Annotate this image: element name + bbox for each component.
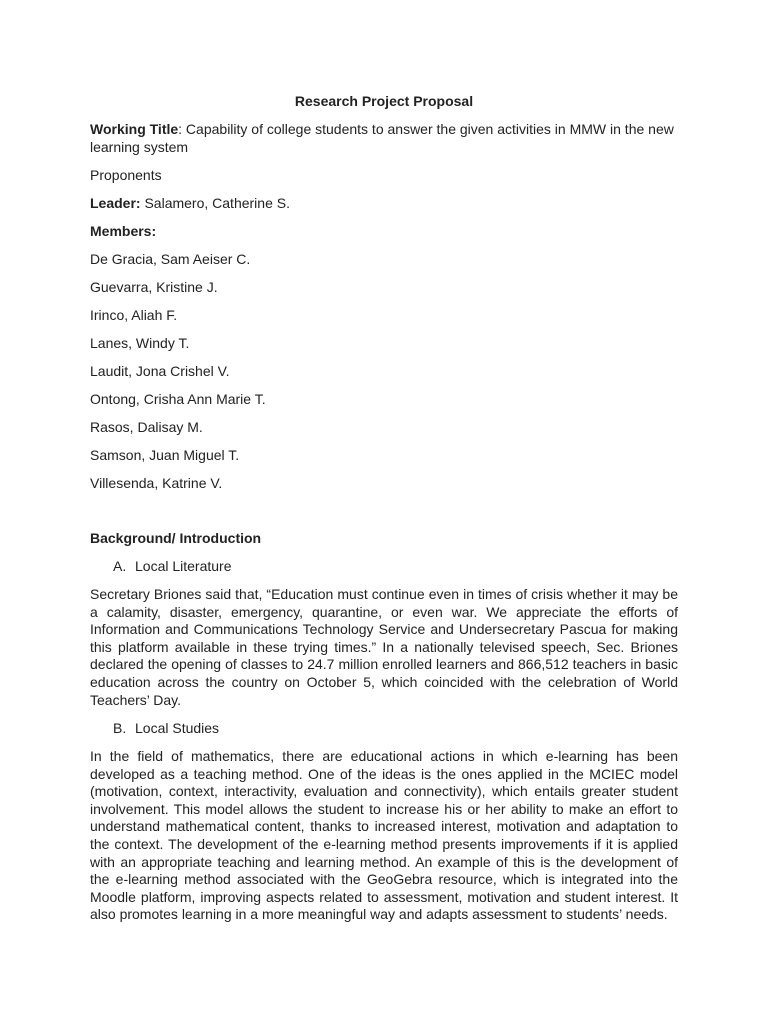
working-title-paragraph xyxy=(90,121,678,156)
section-a-marker: A. xyxy=(113,558,127,574)
document-title: Research Project Proposal xyxy=(294,93,474,109)
section-a-title: Local Literature xyxy=(135,558,232,574)
section-b-title: Local Studies xyxy=(135,720,220,736)
section-a-paragraph: Secretary Briones said that, “Education must continue even in times of crisis whether it may be a calamity, disaster, emergency, quarantine, or even war. We appreciate the efforts of Information and Communications Technology Service and Undersecretary Pascua for making this platform available in these trying times.” In a nationally televised speech, Sec. Briones declared the opening of classes to 24.7 million enrolled learners and 866,512 teachers in basic education across the country on October 5, which coincided with the celebration of World Teachers’ Day. xyxy=(90,586,678,708)
section-b-heading xyxy=(113,720,219,737)
section-b-paragraph: In the field of mathematics, there are educational actions in which e-learning has been developed as a teaching method. One of the ideas is the ones applied in the MCIEC model (motivation, context, interactivity, evaluation and connectivity), which entails greater student involvement. This model allows the student to increase his or her ability to make an effort to understand mathematical content, thanks to increased interest, motivation and adaptation to the context. The development of the e-learning method presents improvements if it is applied with an appropriate teaching and learning method. An example of this is the development of the e-learning method associated with the GeoGebra resource, which is integrated into the Moodle platform, improving aspects related to assessment, motivation and student interest. It also promotes learning in a more meaningful way and adapts assessment to students’ needs. xyxy=(90,748,678,923)
member-item: Samson, Juan Miguel T. xyxy=(90,447,240,463)
members-label: Members: xyxy=(90,223,157,239)
member-item: Villesenda, Katrine V. xyxy=(90,475,223,491)
member-item: Rasos, Dalisay M. xyxy=(90,419,203,435)
working-title-text: : Capability of college students to answer the given activities in MMW in the new learning system xyxy=(90,121,674,155)
member-item: Ontong, Crisha Ann Marie T. xyxy=(90,391,266,407)
member-item: De Gracia, Sam Aeiser C. xyxy=(90,251,251,267)
section-b-marker: B. xyxy=(113,720,127,736)
leader-line xyxy=(90,195,290,212)
working-title-label: Working Title xyxy=(90,121,179,137)
member-item: Irinco, Aliah F. xyxy=(90,307,178,323)
proponents-label: Proponents xyxy=(90,167,162,183)
leader-label: Leader: xyxy=(90,195,141,211)
member-item: Laudit, Jona Crishel V. xyxy=(90,363,230,379)
background-heading: Background/ Introduction xyxy=(90,530,262,546)
section-a-heading xyxy=(113,558,232,575)
member-item: Guevarra, Kristine J. xyxy=(90,279,218,295)
leader-name: Salamero, Catherine S. xyxy=(140,195,290,211)
member-item: Lanes, Windy T. xyxy=(90,335,190,351)
